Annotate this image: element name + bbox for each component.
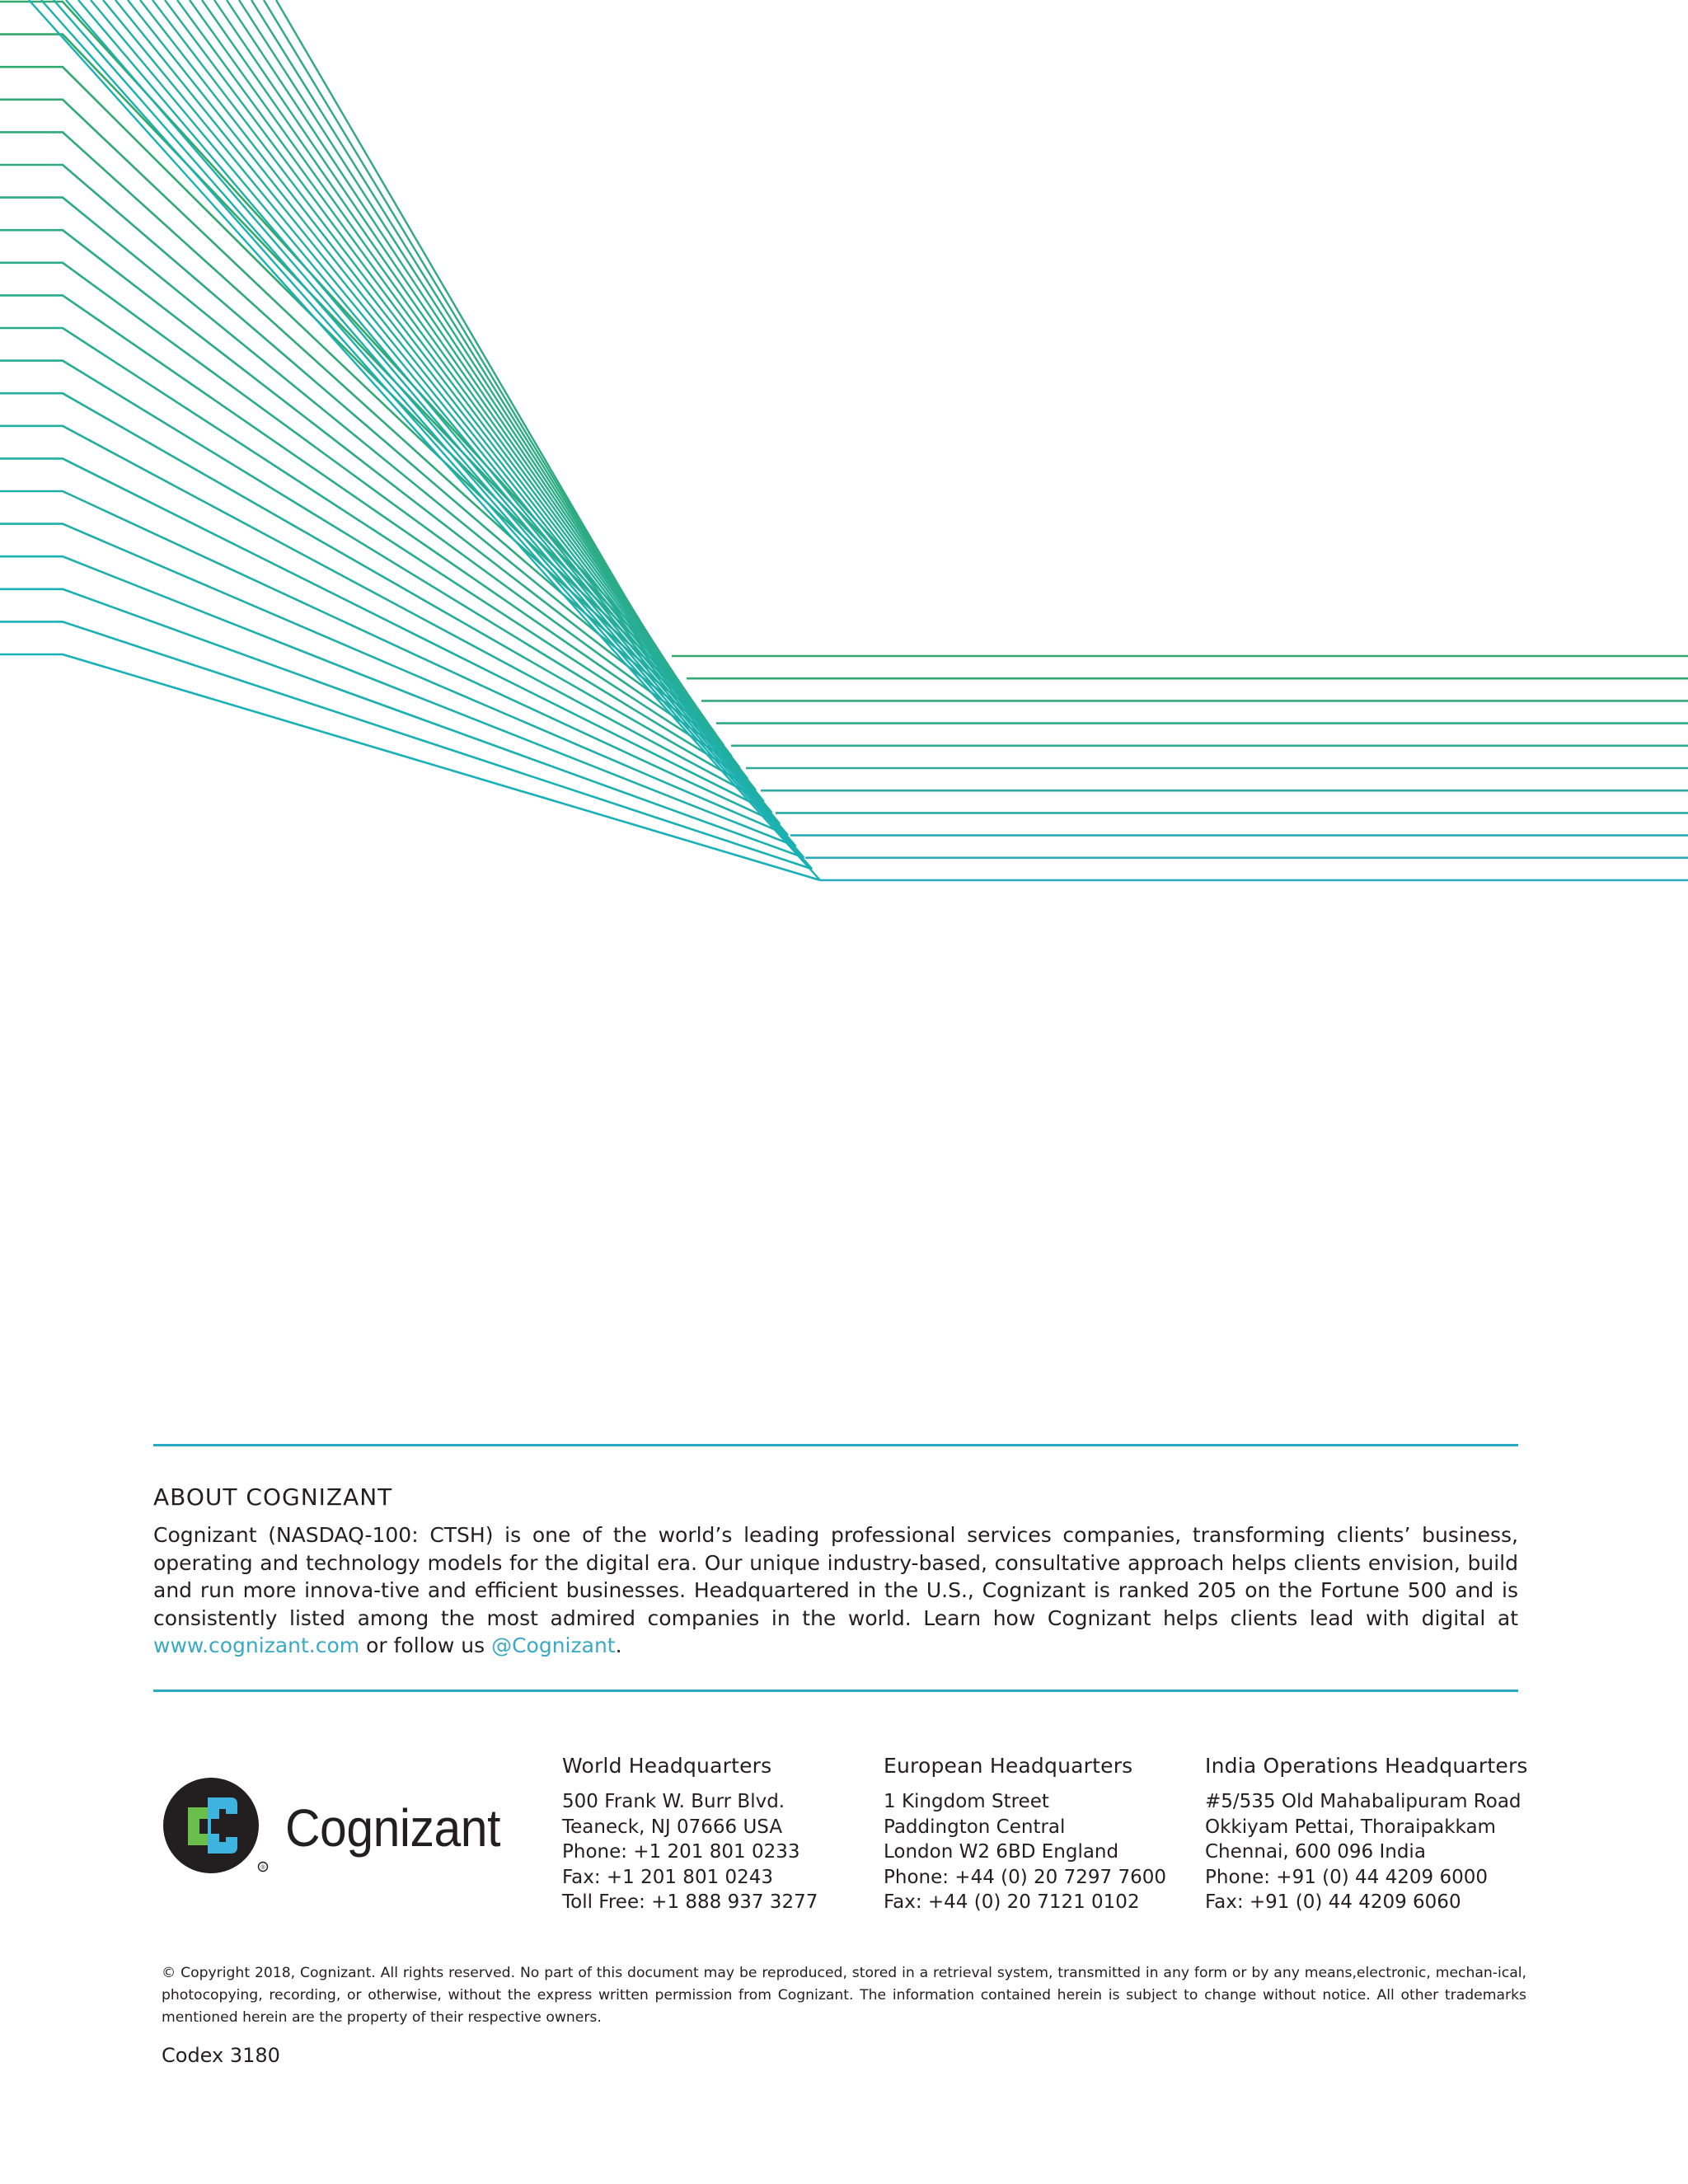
left-fan-line <box>0 458 772 813</box>
world-hq-title: World Headquarters <box>562 1754 772 1778</box>
world-hq-toll-free: Toll Free: +1 888 937 3277 <box>562 1891 818 1913</box>
europe-hq-area-line: Paddington Central <box>884 1816 1066 1838</box>
about-paragraph <box>153 1521 1518 1660</box>
left-fan-line <box>0 426 764 802</box>
cognizant-logo-icon <box>162 1776 269 1880</box>
twitter-link[interactable]: @Cognizant <box>491 1633 616 1657</box>
top-divider-rule <box>153 1444 1518 1446</box>
europe-hq-city-line: London W2 6BD England <box>884 1841 1119 1863</box>
india-hq-address-line: #5/535 Old Mahabalipuram Road <box>1205 1791 1522 1812</box>
top-fan-line <box>54 0 804 858</box>
left-fan-line <box>0 361 748 780</box>
world-hq-address-line: 500 Frank W. Burr Blvd. <box>562 1791 785 1812</box>
bottom-divider-rule <box>153 1690 1518 1692</box>
india-hq-title: India Operations Headquarters <box>1205 1754 1528 1778</box>
top-fan-line <box>140 0 748 779</box>
about-text-between: or follow us <box>359 1633 492 1657</box>
top-fan-line <box>128 0 756 790</box>
europe-hq-title: European Headquarters <box>884 1754 1133 1778</box>
copyright-notice: © Copyright 2018, Cognizant. All rights reserved. No part of this document may be reproduced, stored in a retrieval system, transmitted in any form or by any means,electronic, mechan-ical, photocopying, recording, or otherwise, without the express written permission from Cognizant. The information contained herein is subject to change without notice. All other trademarks mentioned herein are the property of their respective owners. <box>162 1965 1526 2026</box>
top-fan-line <box>214 0 700 711</box>
world-hq-phone: Phone: +1 201 801 0233 <box>562 1841 800 1863</box>
top-fan-line <box>190 0 715 734</box>
registered-mark: ® <box>260 1865 265 1871</box>
top-fan-line <box>103 0 772 813</box>
top-fan-line <box>91 0 780 824</box>
european-headquarters <box>884 1754 1166 1915</box>
india-hq-phone: Phone: +91 (0) 44 4209 6000 <box>1205 1866 1489 1888</box>
about-heading: ABOUT COGNIZANT <box>153 1483 393 1511</box>
top-fan-line <box>41 0 812 869</box>
world-hq-fax: Fax: +1 201 801 0243 <box>562 1866 774 1888</box>
about-text-end: . <box>615 1633 622 1657</box>
left-line-group <box>0 0 820 880</box>
world-headquarters <box>562 1754 818 1915</box>
top-fan-line <box>165 0 732 757</box>
europe-hq-phone: Phone: +44 (0) 20 7297 7600 <box>884 1866 1167 1888</box>
about-text-main: Cognizant (NASDAQ-100: CTSH) is one of the world’s leading professional services companies, transforming clients’ business, operating and technology models for the digital era. Our unique industry-based, consultative approach helps clients envision, build and run more innova-tive and efficient businesses. Headquartered in the U.S., Cognizant is ranked 205 on the Fortune 500 and is consistently listed among the most admired companies in the world. Learn how Cognizant helps clients lead with digital at <box>153 1523 1518 1630</box>
right-line-group <box>672 656 1688 880</box>
top-fan-line <box>29 0 820 880</box>
top-fan-line <box>115 0 764 801</box>
left-fan-line <box>0 621 812 869</box>
india-hq-city-line: Chennai, 600 096 India <box>1205 1841 1426 1863</box>
codex-number: Codex 3180 <box>162 2044 280 2067</box>
europe-hq-address-line: 1 Kingdom Street <box>884 1791 1049 1812</box>
left-fan-line <box>0 198 708 723</box>
top-fan-line <box>227 0 692 701</box>
india-hq-fax: Fax: +91 (0) 44 4209 6060 <box>1205 1891 1461 1913</box>
top-fan-line <box>66 0 796 846</box>
top-fan-line <box>78 0 788 835</box>
top-fan-line <box>202 0 708 723</box>
europe-hq-fax: Fax: +44 (0) 20 7121 0102 <box>884 1891 1140 1913</box>
world-hq-city-line: Teaneck, NJ 07666 USA <box>562 1816 783 1838</box>
india-headquarters <box>1205 1754 1528 1915</box>
india-hq-area-line: Okkiyam Pettai, Thoraipakkam <box>1205 1816 1496 1838</box>
cognizant-logo <box>162 1776 519 1880</box>
website-link[interactable]: www.cognizant.com <box>153 1633 360 1657</box>
converging-lines-artwork <box>0 0 1688 907</box>
logo-wordmark: Cognizant <box>285 1798 500 1858</box>
left-fan-line <box>0 654 820 880</box>
